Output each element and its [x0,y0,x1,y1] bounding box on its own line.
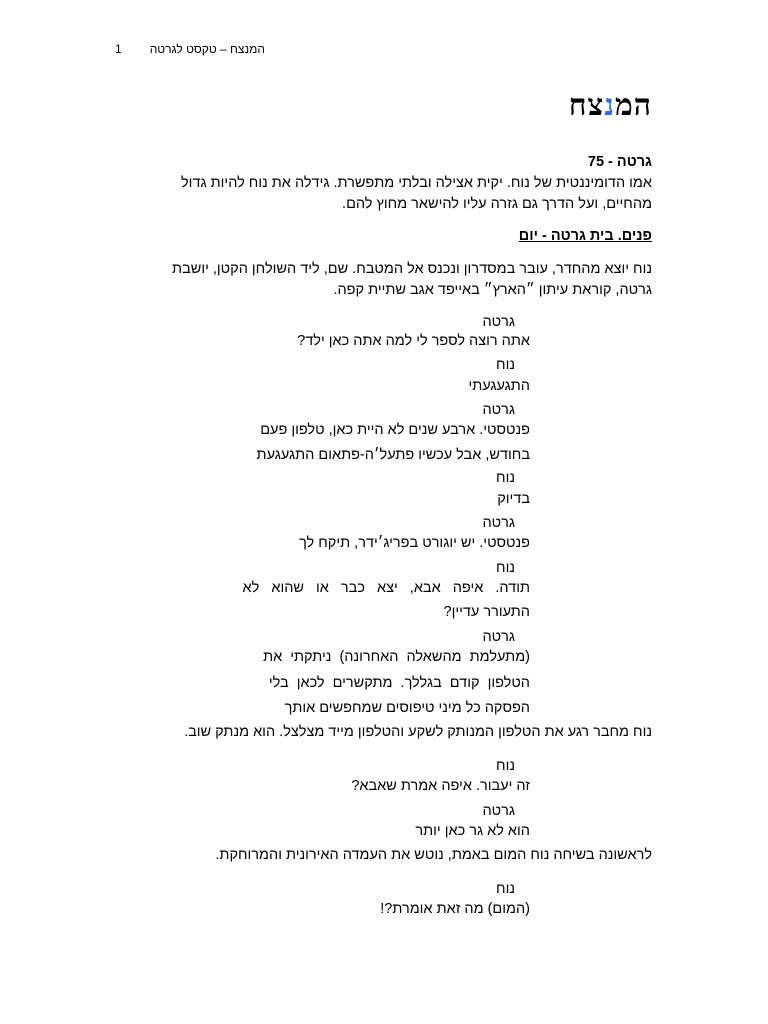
dialogue-line: הפסקה כל מיני טיפוסים שמחפשים אותך [284,700,530,716]
dialogue-line: הוא לא גר כאן יותר [415,823,530,839]
dialogue-line: הטלפון קודם בגללך. מתקשרים לכאן בלי [268,675,530,691]
speaker-name: נוח [496,470,515,486]
action-paragraph: נוח יוצא מהחדר, עובר במסדרון ונכנס אל המטבח. שם, ליד השולחן הקטן, יושבת גרטה, קוראת עיתון ״הארץ״ באייפד אגב שתיית קפה. [172,261,652,298]
speaker-name: נוח [496,357,515,373]
dialogue-line: (מתעלמת מהשאלה האחרונה) ניתקתי את [263,649,530,665]
dialogue-line: התעורר עדיין? [443,604,530,620]
speaker-name: נוח [496,758,515,774]
scene-heading: פנים. בית גרטה - יום [518,228,652,244]
dialogue-line: פנטסטי. ארבע שנים לא היית כאן, טלפון פעם [260,422,530,438]
title-accent-letter: נ [604,88,615,123]
speaker-name: גרטה [482,515,515,531]
title-part-2: צח [568,88,605,123]
dialogue-line: התגעגעתי [468,378,530,394]
page-number: 1 [115,42,122,56]
dialogue-line: (המום) מה זאת אומרת?! [380,901,530,917]
speaker-name: גרטה [482,803,515,819]
dialogue-line: תודה. איפה אבא, יצא כבר או שהוא לא [242,580,530,596]
dialogue-line: זה יעבור. איפה אמרת שאבא? [351,778,530,794]
character-description: אמו הדומיננטית של נוח. יקית אצילה ובלתי מתפשרת. גידלה את נוח להיות גדול מהחיים, ועל הדרך גם גזרה עליו להישאר מחוץ להם. [181,175,652,212]
speaker-name: גרטה [482,629,515,645]
page-header [115,42,265,56]
document-title [569,88,652,123]
speaker-name: נוח [496,881,515,897]
speaker-name: גרטה [482,314,515,330]
dialogue-line: פנטסטי. יש יוגורט בפריג׳ידר, תיקח לך [299,535,530,551]
action-paragraph: לראשונה בשיחה נוח המום באמת, נוטש את העמדה האירונית והמרוחקת. [215,847,652,863]
running-title: המנצח – טקסט לגרטה [149,42,265,56]
speaker-name: גרטה [482,402,515,418]
dialogue-line: אתה רוצה לספר לי למה אתה כאן ילד? [297,333,530,349]
action-paragraph: נוח מחבר רגע את הטלפון המנותק לשקע והטלפון מייד מצלצל. הוא מנתק שוב. [184,724,652,740]
character-heading: גרטה - 75 [587,154,652,170]
dialogue-line: בדיוק [497,491,530,507]
dialogue-line: בחודש, אבל עכשיו פתעל׳ה-פתאום התגעגעת [256,447,530,463]
title-part-1: המ [614,88,652,123]
speaker-name: נוח [496,560,515,576]
